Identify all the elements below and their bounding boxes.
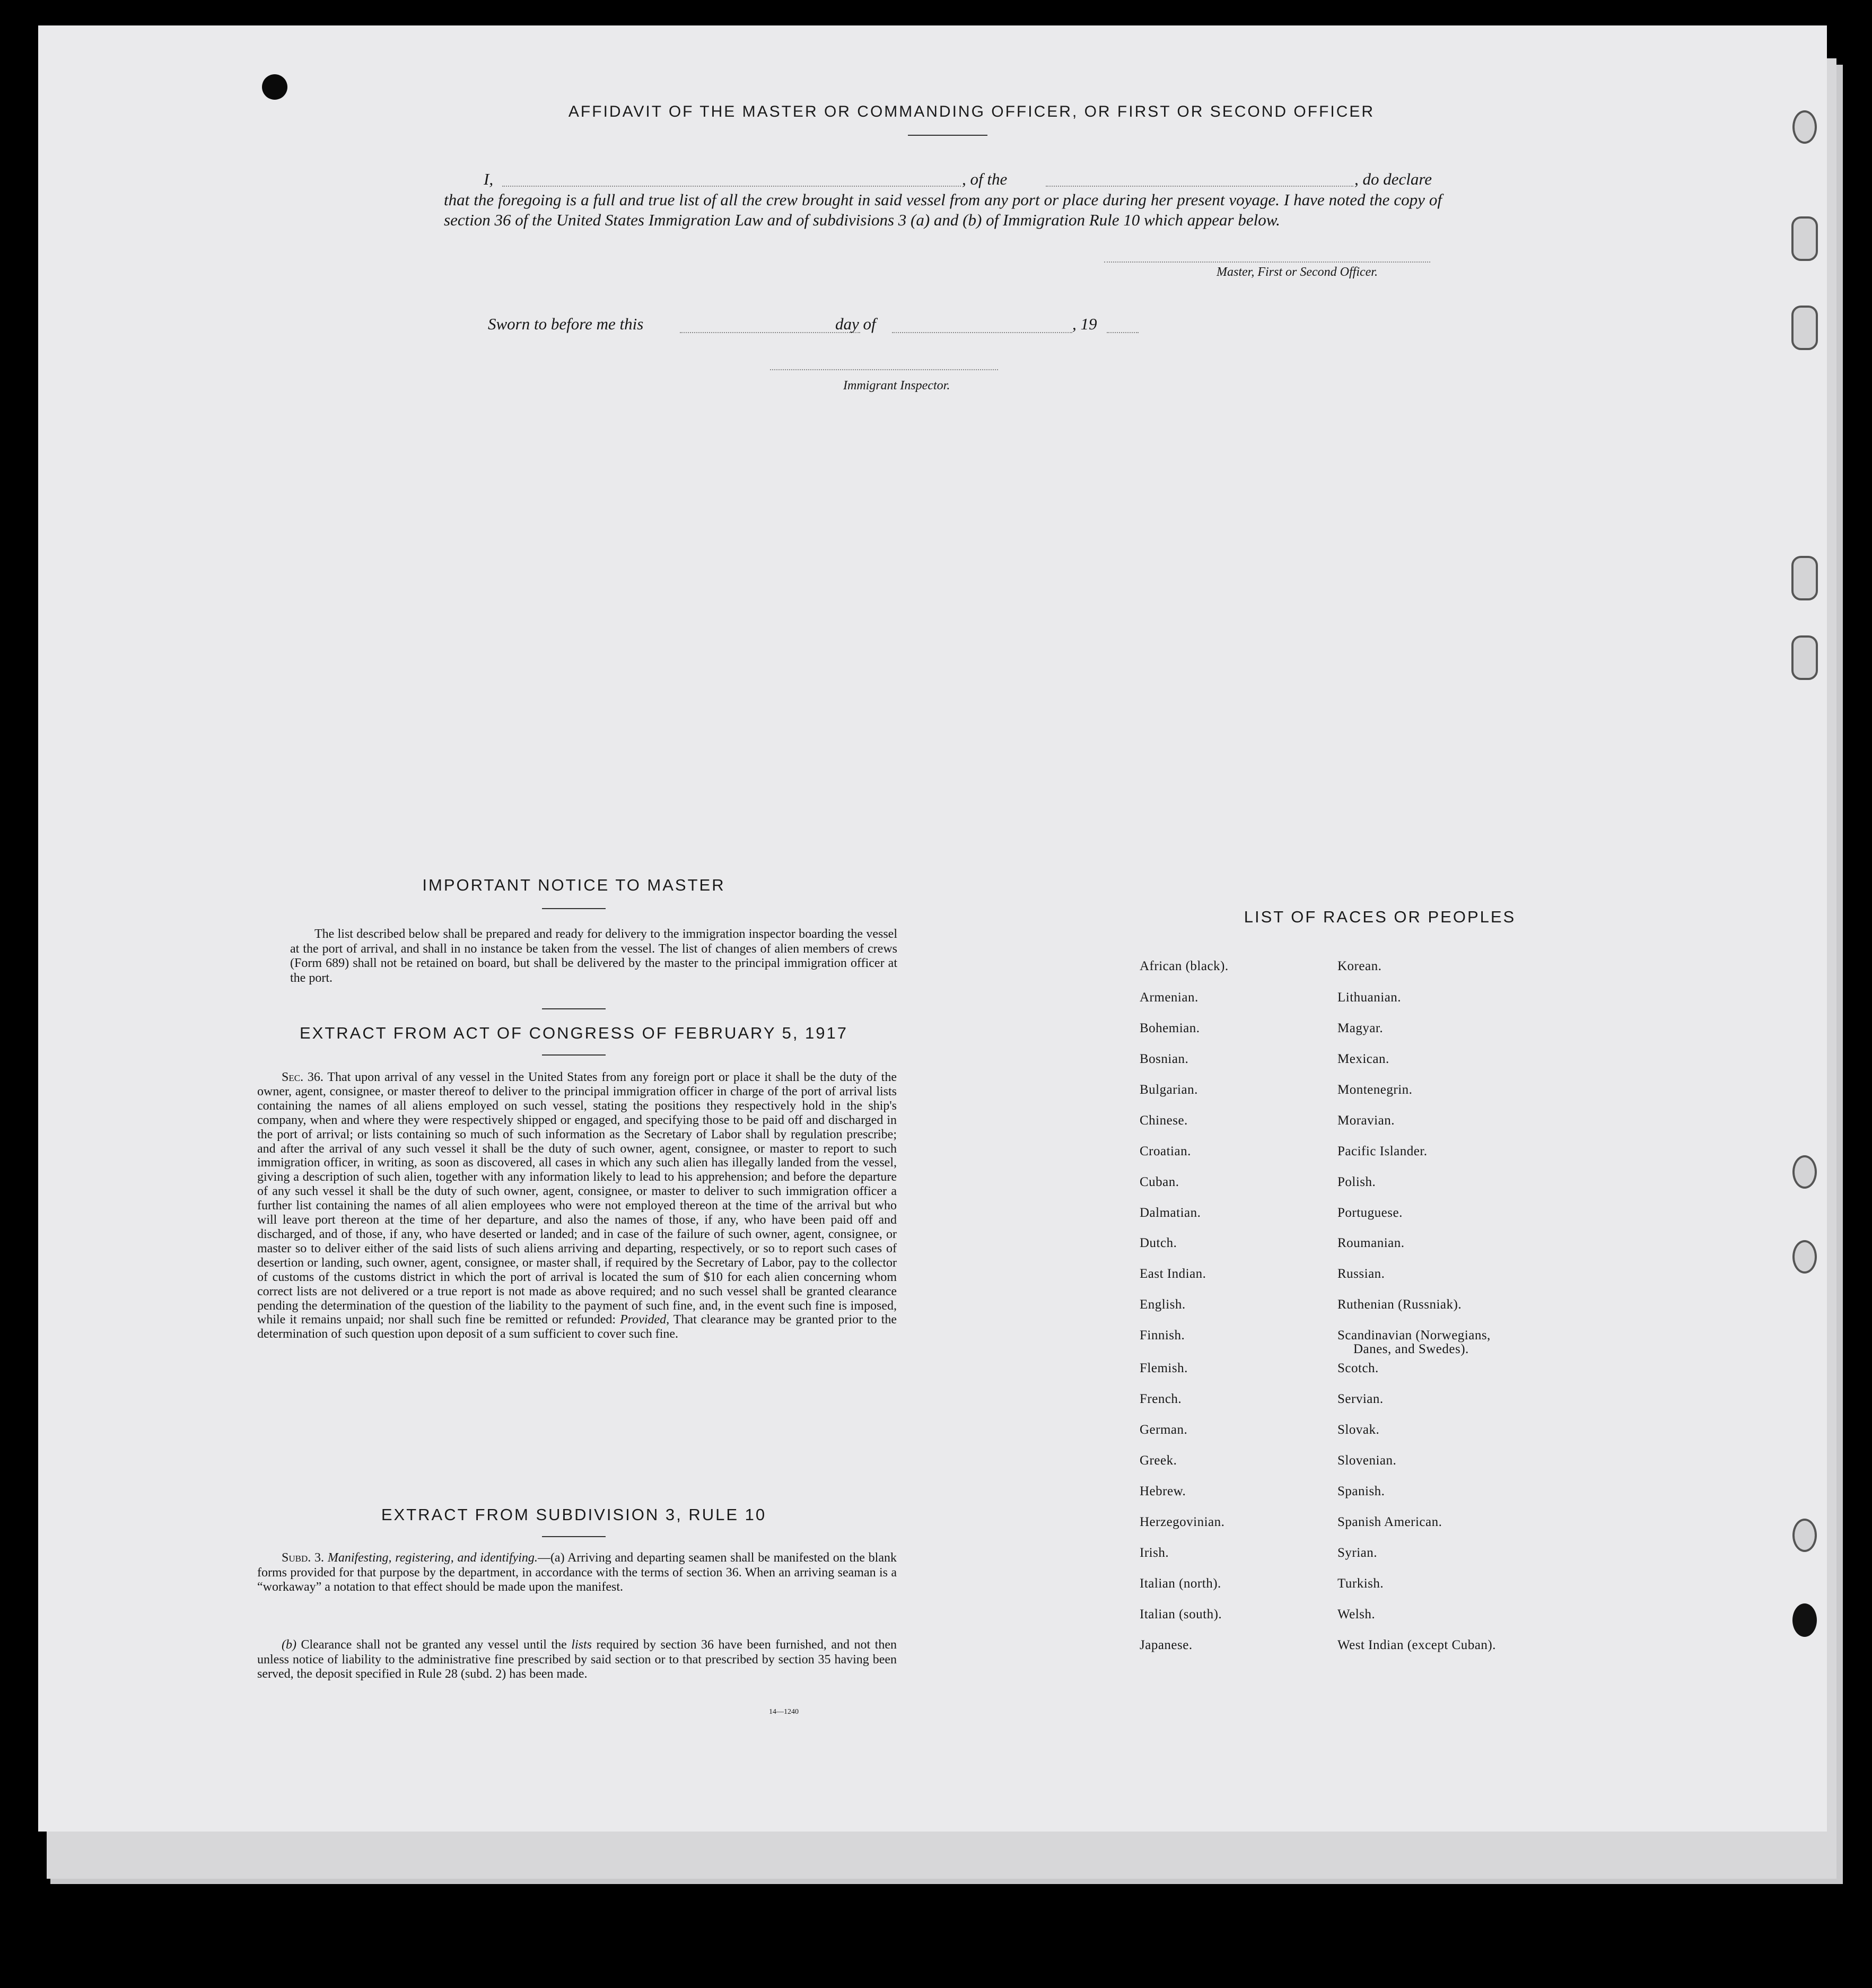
para-b-start: Clearance shall not be granted any vessel until the bbox=[301, 1638, 567, 1652]
binder-hole-icon bbox=[1792, 1155, 1817, 1189]
notice-body: The list described below shall be prepared and ready for delivery to the immigration inspector boarding the vessel at the port of arrival, and shall in no instance be taken from the vessel. The list of changes of alien members of crews (Form 689) shall not be retained on board, but shall be delivered by the master to the principal immigration officer at the port. bbox=[290, 927, 897, 985]
race-entry: Irish. bbox=[1140, 1546, 1169, 1560]
name-blank-field bbox=[502, 186, 961, 187]
act-extract-title: EXTRACT FROM ACT OF CONGRESS OF FEBRUARY 5, 1917 bbox=[299, 1024, 848, 1042]
binder-hole-icon bbox=[1791, 306, 1818, 350]
signature-caption: Master, First or Second Officer. bbox=[1217, 265, 1378, 279]
race-entry: Cuban. bbox=[1140, 1175, 1179, 1189]
race-entry: Flemish. bbox=[1140, 1361, 1188, 1375]
race-entry: Magyar. bbox=[1337, 1021, 1384, 1035]
race-entry: Dutch. bbox=[1140, 1236, 1177, 1250]
vessel-blank-field bbox=[1046, 186, 1353, 187]
document-page bbox=[38, 25, 1827, 1832]
act-rule bbox=[542, 1054, 606, 1056]
race-entry: Portuguese. bbox=[1337, 1206, 1403, 1220]
race-entry: Bulgarian. bbox=[1140, 1083, 1198, 1097]
race-entry: French. bbox=[1140, 1392, 1182, 1406]
binder-hole-icon bbox=[1791, 556, 1818, 600]
month-blank-field bbox=[892, 332, 1072, 333]
proviso-word: Provided, bbox=[620, 1313, 670, 1327]
race-entry: African (black). bbox=[1140, 959, 1229, 973]
race-entry: Chinese. bbox=[1140, 1113, 1188, 1128]
declaration-start: I, bbox=[484, 170, 494, 188]
race-entry: Lithuanian. bbox=[1337, 990, 1402, 1005]
race-entry: Finnish. bbox=[1140, 1328, 1185, 1342]
notice-rule bbox=[542, 908, 606, 909]
rule-extract-title: EXTRACT FROM SUBDIVISION 3, RULE 10 bbox=[381, 1505, 767, 1524]
race-entry: Roumanian. bbox=[1337, 1236, 1405, 1250]
race-entry: Polish. bbox=[1337, 1175, 1376, 1189]
para-b-end: required by section 36 have been furnished, and not then unless notice of liability to the administrative fine prescribed by said section or to that prescribed by section 35 having been served, the deposit specified in Rule 28 (subd. 2) has been made. bbox=[257, 1638, 897, 1681]
binder-hole-icon bbox=[1792, 110, 1817, 144]
race-entry: Pacific Islander. bbox=[1337, 1144, 1428, 1158]
punch-hole-icon bbox=[262, 74, 287, 100]
race-entry: East Indian. bbox=[1140, 1267, 1206, 1281]
race-entry: Mexican. bbox=[1337, 1052, 1389, 1066]
race-entry: Turkish. bbox=[1337, 1576, 1384, 1591]
race-entry: Ruthenian (Russniak). bbox=[1337, 1297, 1462, 1312]
race-entry: German. bbox=[1140, 1423, 1188, 1437]
race-entry: Bosnian. bbox=[1140, 1052, 1189, 1066]
of-the-label: , of the bbox=[962, 170, 1008, 188]
race-entry: Scotch. bbox=[1337, 1361, 1379, 1375]
binder-hole-icon bbox=[1791, 635, 1818, 680]
race-entry: Moravian. bbox=[1337, 1113, 1395, 1128]
race-entry: Japanese. bbox=[1140, 1638, 1193, 1652]
para-a-marker: —(a) bbox=[537, 1551, 565, 1565]
race-entry: Italian (north). bbox=[1140, 1576, 1221, 1591]
race-entry: Dalmatian. bbox=[1140, 1206, 1201, 1220]
race-entry: Bohemian. bbox=[1140, 1021, 1200, 1035]
race-entry: Spanish. bbox=[1337, 1484, 1385, 1498]
section-body: That upon arrival of any vessel in the United States from any foreign port or place it shall be the duty of the owner, agent, consignee, or master thereof to deliver to the principal immigration officer in charge of the port of arrival lists containing the names of all aliens employed on such vessel, stating the positions they respectively hold in the ship's company, when and where they were respectively shipped or engaged, and specifying those to be paid off and discharged in the port of arrival; or lists containing so much of such information as the Secretary of Labor shall by regulation prescribe; and after the arrival of any such vessel it shall be the duty of such owner, agent, consignee, or master to report to such immigration officer, in writing, as soon as discovered, all cases in which any such alien has illegally landed from the vessel, giving a description of such alien, together with any information likely to lead to his apprehension; and before the departure of any such vessel it shall be the duty of such owner, agent, consignee, or master to deliver to such immigration officer a further list containing the names of all alien employees who were not employed thereon at the time of the arrival but who will leave port thereon at the time of her departure, and also the names of those, if any, who have been paid off and discharged, and of those, if any, who have deserted or landed; and in case of the failure of such owner, agent, consignee, or master so to deliver either of the said lists of such aliens arriving and departing, respectively, or so to report such cases of desertion or landing, such owner, agent, consignee, or master shall, if required by the Secretary of Labor, pay to the collector of customs of the customs district in which the port of arrival is located the sum of $10 for each alien concerning whom correct lists are not delivered or a true report is not made as above required; and no such vessel shall be granted clearance pending the determination of the question of the liability to the payment of such fine, and, in the event such fine is imposed, while it remains unpaid; nor shall such fine be remitted or refunded: bbox=[257, 1070, 897, 1327]
sworn-text: Sworn to before me this bbox=[488, 315, 644, 333]
race-entry: Italian (south). bbox=[1140, 1607, 1222, 1621]
race-entry: Hebrew. bbox=[1140, 1484, 1186, 1498]
subd-heading: Manifesting, registering, and identifying. bbox=[327, 1551, 538, 1565]
race-entry: Russian. bbox=[1337, 1267, 1385, 1281]
binder-hole-icon bbox=[1791, 216, 1818, 261]
year-prefix: , 19 bbox=[1072, 315, 1097, 333]
para-b-lists: lists bbox=[571, 1638, 592, 1652]
race-entry: Welsh. bbox=[1337, 1607, 1376, 1621]
do-declare-label: , do declare bbox=[1354, 170, 1432, 188]
signature-line bbox=[1104, 261, 1430, 263]
declaration-body: that the foregoing is a full and true list of all the crew brought in said vessel from any port or place during her present voyage. I have noted the copy of section 36 of the United States Immigration Law and of subdivisions 3 (a) and (b) of Immigration Rule 10 which appear below. bbox=[444, 190, 1442, 229]
race-entry: Danes, and Swedes). bbox=[1353, 1342, 1469, 1356]
section-label: Sec. 36. bbox=[282, 1070, 323, 1084]
notice-title: IMPORTANT NOTICE TO MASTER bbox=[422, 876, 725, 894]
race-entry: Servian. bbox=[1337, 1392, 1384, 1406]
race-entry: Syrian. bbox=[1337, 1546, 1378, 1560]
race-entry: Korean. bbox=[1337, 959, 1382, 973]
race-entry: Scandinavian (Norwegians, bbox=[1337, 1328, 1491, 1342]
act-section-36 bbox=[257, 1070, 897, 1341]
races-right-column bbox=[1337, 959, 1603, 1702]
form-number: 14—1240 bbox=[769, 1708, 799, 1716]
inspector-signature-line bbox=[770, 369, 998, 370]
race-entry: Greek. bbox=[1140, 1453, 1177, 1468]
race-entry: Montenegrin. bbox=[1337, 1083, 1413, 1097]
affidavit-title: AFFIDAVIT OF THE MASTER OR COMMANDING OFFICER, OR FIRST OR SECOND OFFICER bbox=[568, 103, 1375, 120]
binder-hole-icon bbox=[1792, 1603, 1817, 1637]
title-rule bbox=[908, 135, 987, 136]
inspector-caption: Immigrant Inspector. bbox=[843, 379, 950, 393]
race-entry: Armenian. bbox=[1140, 990, 1199, 1005]
proviso-body: That clearance may be granted prior to the determination of such question upon deposit of a sum sufficient to cover such fine. bbox=[257, 1313, 897, 1341]
races-title: LIST OF RACES OR PEOPLES bbox=[1244, 908, 1516, 926]
day-of-label: day of bbox=[835, 315, 876, 333]
race-entry: West Indian (except Cuban). bbox=[1337, 1638, 1496, 1652]
rule-subd-b bbox=[257, 1638, 897, 1682]
race-entry: Spanish American. bbox=[1337, 1515, 1442, 1529]
race-entry: Slovak. bbox=[1337, 1423, 1380, 1437]
rule-subd-a bbox=[257, 1551, 897, 1595]
para-b-marker: (b) bbox=[282, 1638, 296, 1652]
para-a-text: Arriving and departing seamen shall be manifested on the blank forms provided for that purpose by the department, in accordance with the terms of section 36. When an arriving seaman is a “workaway” a notation to that effect should be made upon the manifest. bbox=[257, 1551, 897, 1594]
race-entry: Slovenian. bbox=[1337, 1453, 1397, 1468]
race-entry: Croatian. bbox=[1140, 1144, 1191, 1158]
year-blank-field bbox=[1107, 332, 1139, 333]
subd-label: Subd. 3. bbox=[282, 1551, 325, 1565]
binder-hole-icon bbox=[1792, 1519, 1817, 1552]
day-blank-field bbox=[680, 332, 860, 333]
race-entry: Herzegovinian. bbox=[1140, 1515, 1225, 1529]
binder-hole-icon bbox=[1792, 1240, 1817, 1274]
rule-rule bbox=[542, 1536, 606, 1537]
race-entry: English. bbox=[1140, 1297, 1186, 1312]
races-left-column bbox=[1140, 959, 1320, 1702]
notice-bottom-rule bbox=[542, 1008, 606, 1009]
